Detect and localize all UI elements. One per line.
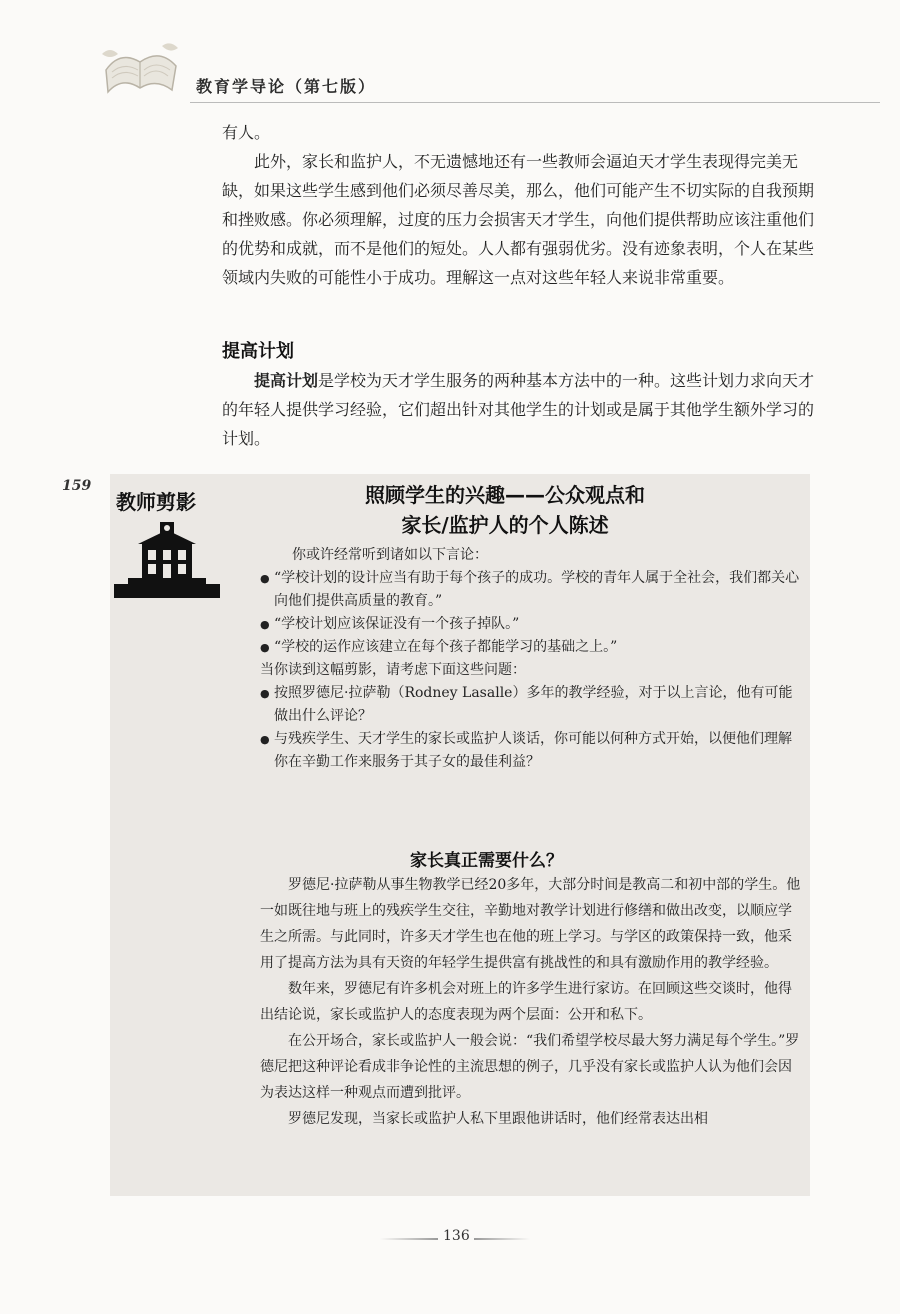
case-story [260,872,802,1132]
body-text [222,118,822,292]
question-list [260,682,800,774]
margin-page-number: 159 [62,478,92,494]
running-title: 教育学导论（第七版） [196,77,377,96]
box-title-line-1: 照顾学生的兴趣——公众观点和 [365,483,645,507]
quote-list [260,567,800,659]
paragraph-continuation: 有人。 [222,123,271,142]
enrichment-text: 是学校为天才学生服务的两种基本方法中的一种。这些计划力求向天才的年轻人提供学习经验，它们超出针对其他学生的计划或是属于其他学生额外学习的计划。 [222,371,815,448]
paragraph-pressure: 此外，家长和监护人，不无遗憾地还有一些教师会逼迫天才学生表现得完美无缺，如果这些学生感到他们必须尽善尽美，那么，他们可能产生不切实际的自我预期和挫败感。你必须理解，过度的压力会损害天才学生，向他们提供帮助应该注重他们的优势和成就，而不是他们的短处。人人都有强弱优劣。没有迹象表明，个人在某些领域内失败的可能性小于成功。理解这一点对这些年轻人来说非常重要。 [222,152,815,287]
paragraph-enrichment [222,366,822,453]
story-paragraph: 数年来，罗德尼有许多机会对班上的许多学生进行家访。在回顾这些交谈时，他得出结论说，家长或监护人的态度表现为两个层面：公开和私下。 [260,981,792,1023]
footer-ornament-right [474,1238,530,1240]
quote-item: ● “学校的运作应该建立在每个孩子都能学习的基础之上。” [260,636,800,659]
box-intro-section [260,544,800,774]
bold-term: 提高计划 [254,371,319,390]
story-paragraph: 罗德尼发现，当家长或监护人私下里跟他讲话时，他们经常表达出相 [288,1111,708,1127]
school-building-icon [114,522,220,598]
story-paragraph: 罗德尼·拉萨勒从事生物教学已经20多年，大部分时间是教高二和初中部的学生。他一如既往地与班上的残疾学生交往，辛勤地对教学计划进行修缮和做出改变，以顺应学生之所需。与此同时，许多天才学生也在他的班上学习。与学区的政策保持一致，他采用了提高方法为具有天资的年轻学生提供富有挑战性的和具有激励作用的教学经验。 [260,877,801,971]
box-title-line-2: 家长/监护人的个人陈述 [401,513,609,537]
teacher-profile-box [110,474,810,1196]
box-intro: 你或许经常听到诸如以下言论： [292,547,488,563]
page-number: 136 [443,1228,470,1244]
page-header [100,40,820,110]
footer-ornament-left [380,1238,438,1240]
header-divider [190,102,880,103]
box-label: 教师剪影 [116,490,196,514]
box-prompt: 当你读到这幅剪影，请考虑下面这些问题： [260,662,526,678]
section-heading: 提高计划 [222,341,294,362]
open-book-icon [100,40,182,100]
quote-item: ● “学校计划应该保证没有一个孩子掉队。” [260,613,800,636]
box-title [260,480,750,540]
story-paragraph: 在公开场合，家长或监护人一般会说：“我们希望学校尽最大努力满足每个学生。”罗德尼把这种评论看成非争论性的主流思想的例子，几乎没有家长或监护人认为他们会因为表达这样一种观点而遭到批评。 [260,1033,800,1101]
question-item: ● 与残疾学生、天才学生的家长或监护人谈话，你可能以何种方式开始，以便他们理解你在辛勤工作来服务于其子女的最佳利益？ [260,728,800,774]
question-item: ● 按照罗德尼·拉萨勒（Rodney Lasalle）多年的教学经验，对于以上言论，他有可能做出什么评论？ [260,682,800,728]
quote-item: ● “学校计划的设计应当有助于每个孩子的成功。学校的青年人属于全社会，我们都关心向他们提供高质量的教育。” [260,567,800,613]
box-subheading: 家长真正需要什么？ [410,851,563,871]
page-footer [380,1228,530,1248]
